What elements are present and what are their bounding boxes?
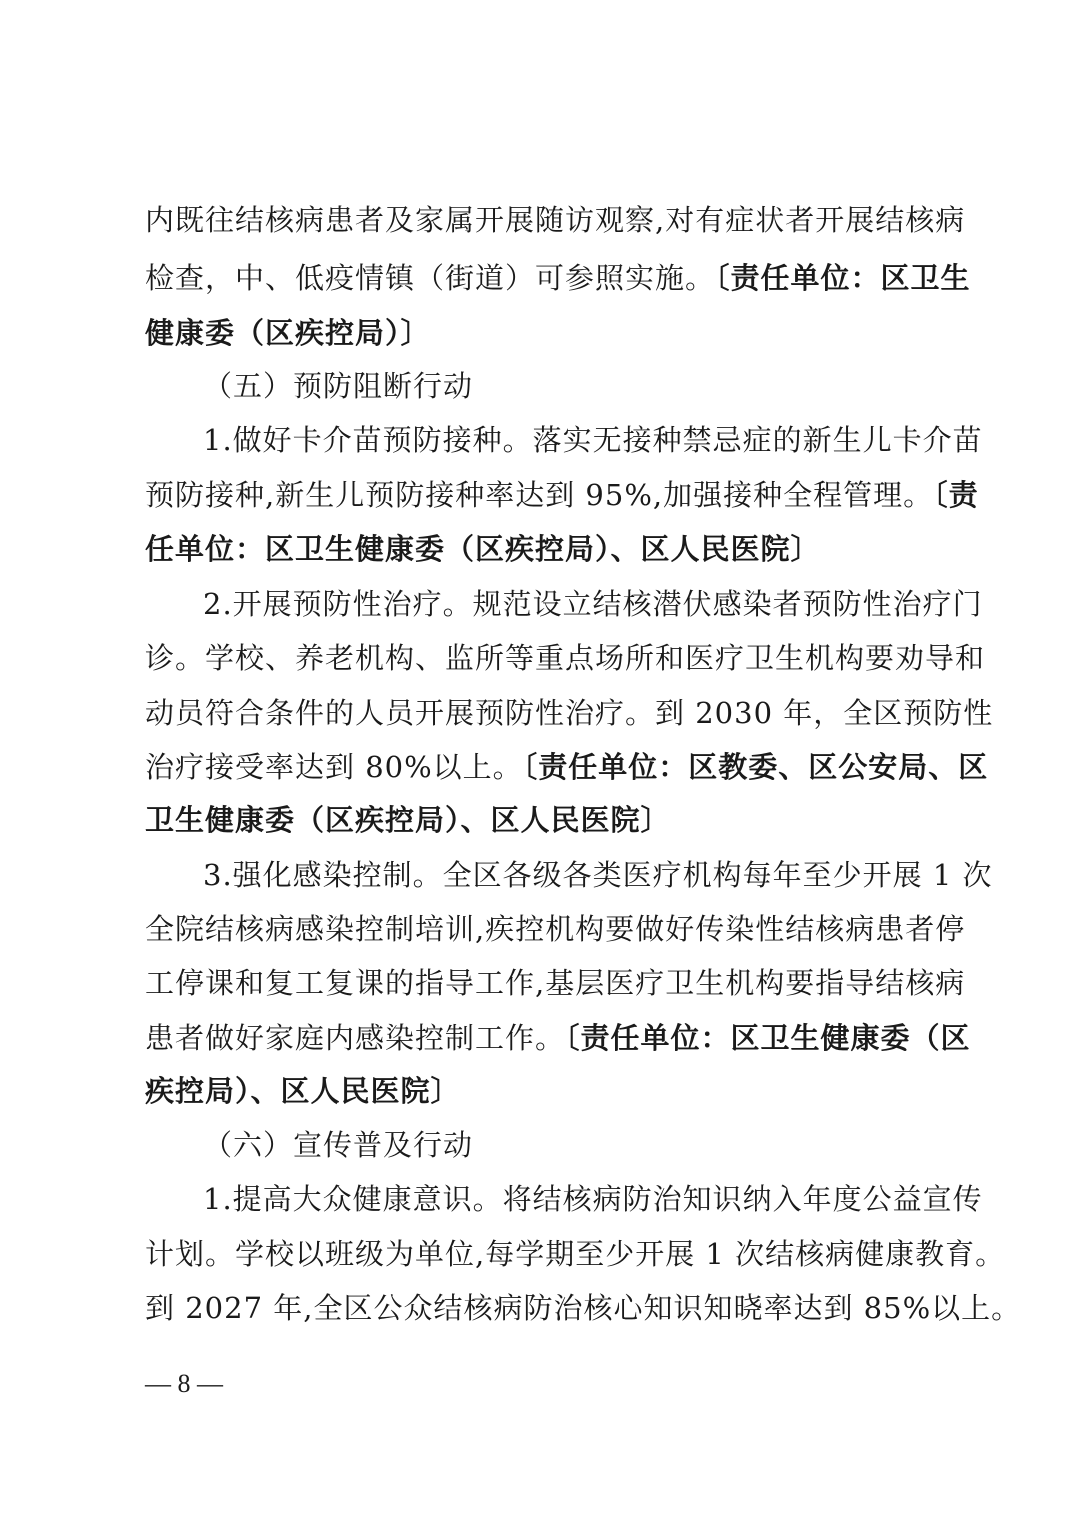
paragraph-line-14 xyxy=(145,909,966,949)
line-text: 动员符合条件的人员开展预防性治疗。到 2030 年，全区预防性 xyxy=(145,696,994,730)
responsibility-note: 健康委（区疾控局）〕 xyxy=(145,316,431,350)
paragraph-line-16 xyxy=(145,1018,971,1058)
paragraph-line-5 xyxy=(203,420,983,460)
line-text: 患者做好家庭内感染控制工作。 xyxy=(145,1021,566,1055)
paragraph-line-7 xyxy=(145,529,945,569)
line-text: 诊。学校、养老机构、监所等重点场所和医疗卫生机构要劝导和 xyxy=(145,641,986,675)
line-text: 检查，中、低疫情镇（街道）可参照实施。 xyxy=(145,261,716,295)
section-heading-five xyxy=(203,366,945,406)
paragraph-line-21 xyxy=(145,1288,1022,1328)
responsibility-note: 疾控局）、区人民医院〕 xyxy=(145,1074,461,1108)
line-text: 预防接种,新生儿预防接种率达到 95%,加强接种全程管理。 xyxy=(145,478,934,512)
responsibility-note: 〔责 xyxy=(933,478,979,512)
paragraph-line-10 xyxy=(145,693,994,733)
paragraph-line-15 xyxy=(145,963,966,1003)
line-text: 全院结核病感染控制培训,疾控机构要做好传染性结核病患者停 xyxy=(145,912,966,946)
responsibility-note: 〔责任单位：区教委、区公安局、区 xyxy=(522,750,989,784)
section-heading-text: （六）宣传普及行动 xyxy=(203,1128,474,1162)
line-text: 内既往结核病患者及家属开展随访观察,对有症状者开展结核病 xyxy=(145,203,966,237)
paragraph-line-6 xyxy=(145,475,979,515)
line-text: 计划。学校以班级为单位,每学期至少开展 1 次结核病健康教育。 xyxy=(145,1237,1006,1271)
paragraph-line-9 xyxy=(145,638,986,678)
responsibility-note: 卫生健康委（区疾控局）、区人民医院〕 xyxy=(145,803,671,837)
paragraph-line-19 xyxy=(203,1179,983,1219)
paragraph-line-3 xyxy=(145,313,945,353)
paragraph-line-2 xyxy=(145,258,971,298)
paragraph-line-17 xyxy=(145,1071,945,1111)
section-heading-six xyxy=(203,1125,945,1165)
paragraph-line-12 xyxy=(145,800,945,840)
line-text: 工停课和复工复课的指导工作,基层医疗卫生机构要指导结核病 xyxy=(145,966,966,1000)
line-text: 到 2027 年,全区公众结核病防治核心知识知晓率达到 85%以上。 xyxy=(145,1291,1022,1325)
paragraph-line-1 xyxy=(145,200,966,240)
paragraph-line-8 xyxy=(203,584,983,624)
line-text: 1.做好卡介苗预防接种。落实无接种禁忌症的新生儿卡介苗 xyxy=(203,423,983,457)
responsibility-note: 〔责任单位：区卫生健康委（区 xyxy=(565,1021,971,1055)
paragraph-line-13 xyxy=(203,855,993,895)
section-heading-text: （五）预防阻断行动 xyxy=(203,369,474,403)
paragraph-line-11 xyxy=(145,747,989,787)
page-number: — 8 — xyxy=(145,1369,223,1398)
line-text: 2.开展预防性治疗。规范设立结核潜伏感染者预防性治疗门 xyxy=(203,587,983,621)
line-text: 治疗接受率达到 80%以上。 xyxy=(145,750,523,784)
responsibility-note: 〔责任单位：区卫生 xyxy=(715,261,971,295)
line-text: 1.提高大众健康意识。将结核病防治知识纳入年度公益宣传 xyxy=(203,1182,983,1216)
responsibility-note: 任单位：区卫生健康委（区疾控局）、区人民医院〕 xyxy=(145,532,821,566)
paragraph-line-20 xyxy=(145,1234,1006,1274)
line-text: 3.强化感染控制。全区各级各类医疗机构每年至少开展 1 次 xyxy=(203,858,993,892)
